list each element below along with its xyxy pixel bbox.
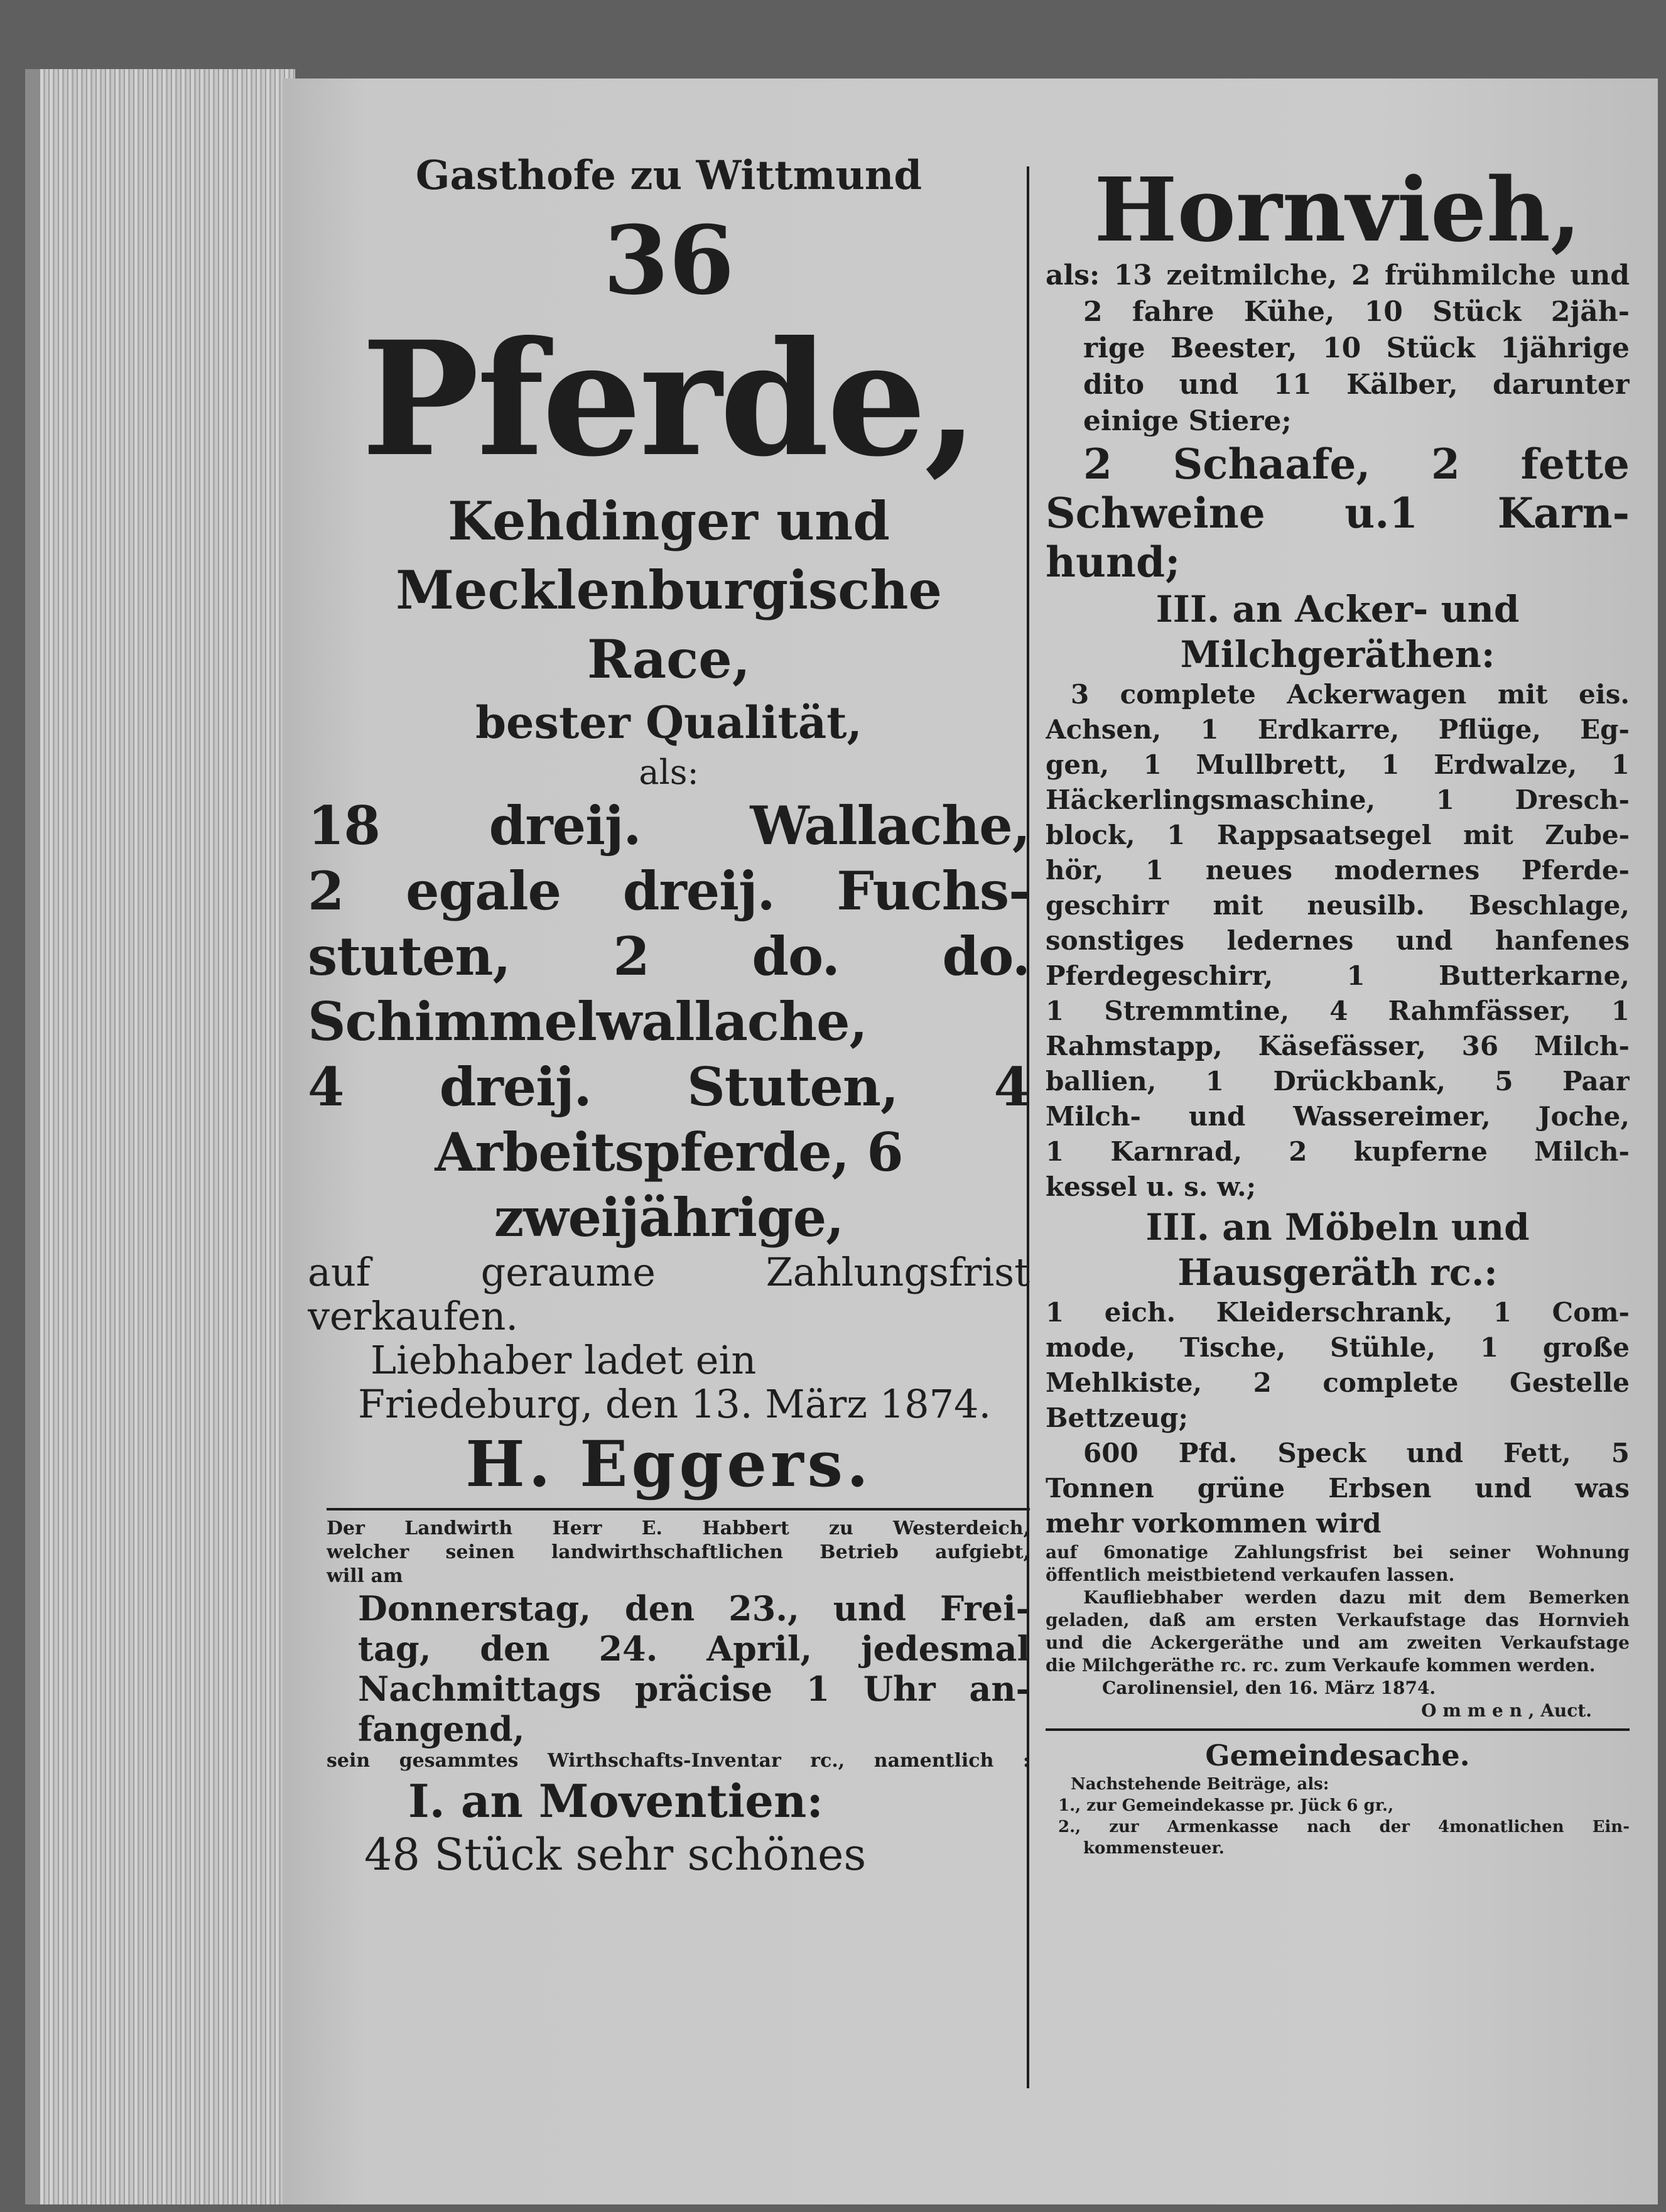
gemeinde-title: Gemeindesache.	[1205, 1738, 1470, 1772]
text-line: 1 Karnrad, 2 kupferne Milch-	[1046, 1136, 1630, 1167]
text-line: 600 Pfd. Speck und Fett, 5	[1083, 1438, 1630, 1468]
advert-heading: Gasthofe zu Wittmund	[415, 152, 922, 199]
advert-title: Pferde,	[361, 311, 976, 487]
text-line: 1 Stremmtine, 4 Rahmfässer, 1	[1046, 995, 1630, 1026]
breed-line-3: Race,	[587, 628, 750, 690]
text-line: mode, Tische, Stühle, 1 große	[1046, 1332, 1630, 1363]
list-item: 4 dreij. Stuten, 4	[308, 1056, 1030, 1118]
text-line: Mehlkiste, 2 complete Gestelle	[1046, 1367, 1630, 1398]
list-item: zweijährige,	[494, 1186, 844, 1249]
invite-line: Liebhaber ladet ein	[371, 1338, 757, 1382]
text-line: hund;	[1046, 538, 1181, 587]
text-line: kessel u. s. w.;	[1046, 1171, 1257, 1202]
text-line: Tonnen grüne Erbsen und was	[1046, 1473, 1630, 1504]
text-line: gen, 1 Mullbrett, 1 Erdwalze, 1	[1046, 749, 1630, 780]
text-line: hör, 1 neues modernes Pferde-	[1046, 855, 1630, 886]
text-line: Achsen, 1 Erdkarre, Pflüge, Eg-	[1046, 714, 1630, 745]
date-line: tag, den 24. April, jedesmal	[358, 1629, 1030, 1669]
text-line: geladen, daß am ersten Verkaufstage das Hornvieh	[1046, 1610, 1630, 1630]
place-date: Carolinensiel, den 16. März 1874.	[1102, 1678, 1436, 1698]
list-item: 18 dreij. Wallache,	[308, 794, 1030, 857]
text-line: Bettzeug;	[1046, 1402, 1189, 1433]
text-line: als: 13 zeitmilche, 2 frühmilche und	[1046, 259, 1630, 291]
text-line: 2 fahre Kühe, 10 Stück 2jäh-	[1083, 296, 1630, 328]
text-line: dito und 11 Kälber, darunter	[1083, 369, 1630, 401]
text-line: geschirr mit neusilb. Beschlage,	[1046, 890, 1630, 921]
auctioneer-signature: O m m e n , Auct.	[1421, 1700, 1592, 1721]
separator-rule	[1046, 1728, 1630, 1731]
section-heading: III. an Möbeln und	[1145, 1206, 1530, 1249]
gemeinde-item: kommensteuer.	[1083, 1839, 1225, 1858]
section-moventien: I. an Moventien:	[408, 1774, 823, 1828]
gemeinde-item: 2., zur Armenkasse nach der 4monatlichen Ein-	[1058, 1818, 1630, 1836]
signature: H. Eggers.	[465, 1427, 872, 1501]
text-line: auf 6monatige Zahlungsfrist bei seiner Wohnung	[1046, 1542, 1630, 1563]
hornvieh-title: Hornvieh,	[1094, 163, 1581, 258]
text-line: öffentlich meistbietend verkaufen lassen.	[1046, 1564, 1455, 1585]
newspaper-page	[283, 79, 1658, 2204]
als-label: als:	[639, 752, 699, 792]
date-line: Nachmittags präcise 1 Uhr an-	[358, 1669, 1030, 1709]
text-line: ballien, 1 Drückbank, 5 Paar	[1046, 1066, 1630, 1097]
text-line: sonstiges ledernes und hanfenes	[1046, 925, 1630, 956]
text-line: Schweine u.1 Karn-	[1046, 489, 1630, 538]
date-line: Donnerstag, den 23., und Frei-	[358, 1588, 1030, 1629]
separator-rule	[327, 1508, 1030, 1510]
inventory-line: sein gesammtes Wirthschafts-Inventar rc., namentlich :	[327, 1750, 1030, 1772]
list-item: stuten, 2 do. do.	[308, 925, 1030, 987]
place-date: Friedeburg, den 13. März 1874.	[358, 1382, 992, 1426]
text-line: und die Ackergeräthe und am zweiten Verkaufstage	[1046, 1632, 1630, 1653]
notice-line: Der Landwirth Herr E. Habbert zu Westerdeich,	[327, 1517, 1030, 1539]
book-page-edges	[25, 69, 295, 2204]
list-item: Arbeitspferde, 6	[435, 1121, 903, 1183]
text-line: block, 1 Rappsaatsegel mit Zube-	[1046, 820, 1630, 850]
date-line: fangend,	[358, 1709, 525, 1749]
text-line: Kaufliebhaber werden dazu mit dem Bemerken	[1083, 1587, 1630, 1608]
right-column	[1046, 163, 1630, 1859]
text-line: die Milchgeräthe rc. rc. zum Verkaufe kommen werden.	[1046, 1655, 1596, 1676]
section-heading: III. an Acker- und	[1155, 588, 1520, 631]
last-line: 48 Stück sehr schönes	[364, 1830, 867, 1880]
sale-notice	[308, 1517, 1030, 1880]
terms-line-1: auf geraume Zahlungsfrist	[308, 1250, 1030, 1294]
breed-line-1: Kehdinger und	[448, 490, 890, 552]
breed-line-2: Mecklenburgische	[396, 559, 942, 621]
list-item: Schimmelwallache,	[308, 990, 867, 1053]
text-line: Häckerlingsmaschine, 1 Dresch-	[1046, 784, 1630, 815]
left-column	[308, 141, 1030, 1880]
text-line: Pferdegeschirr, 1 Butterkarne,	[1046, 960, 1630, 991]
notice-line: welcher seinen landwirthschaftlichen Betrieb aufgiebt,	[327, 1541, 1030, 1563]
section-heading: Milchgeräthen:	[1180, 633, 1495, 676]
text-line: rige Beester, 10 Stück 1jährige	[1083, 332, 1630, 364]
text-line: Rahmstapp, Käsefässer, 36 Milch-	[1046, 1031, 1630, 1061]
terms-line-2: verkaufen.	[308, 1294, 519, 1338]
text-line: 3 complete Ackerwagen mit eis.	[1071, 679, 1630, 710]
quality-line: bester Qualität,	[475, 697, 862, 749]
notice-line: will am	[327, 1565, 403, 1587]
text-line: Milch- und Wassereimer, Joche,	[1046, 1101, 1630, 1132]
text-line: 1 eich. Kleiderschrank, 1 Com-	[1046, 1297, 1630, 1328]
text-line: mehr vorkommen wird	[1046, 1508, 1382, 1539]
text-line: 2 Schaafe, 2 fette	[1083, 440, 1630, 489]
text-line: einige Stiere;	[1083, 405, 1292, 437]
horse-count: 36	[603, 210, 735, 311]
list-item: 2 egale dreij. Fuchs-	[308, 860, 1030, 922]
section-heading: Hausgeräth rc.:	[1177, 1251, 1498, 1294]
gemeinde-item: 1., zur Gemeindekasse pr. Jück 6 gr.,	[1058, 1796, 1394, 1815]
gemeinde-intro: Nachstehende Beiträge, als:	[1071, 1775, 1329, 1794]
